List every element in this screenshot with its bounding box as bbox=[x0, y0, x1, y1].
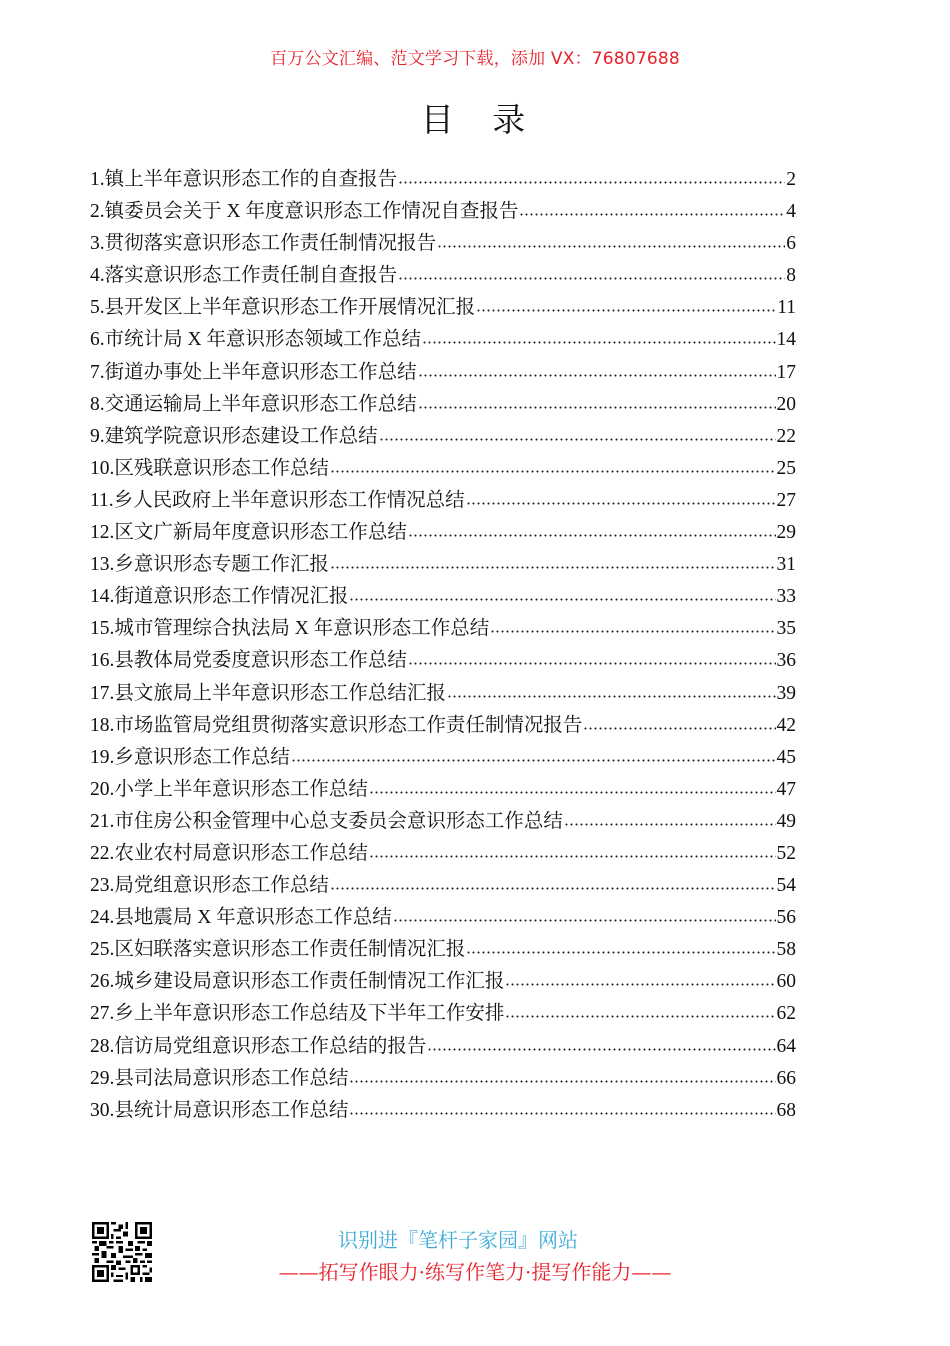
toc-entry-page[interactable]: 49 bbox=[776, 810, 796, 832]
toc-entry-page[interactable]: 60 bbox=[776, 971, 796, 993]
toc-entry-number: 5. bbox=[90, 297, 105, 319]
toc-dot-leader bbox=[291, 744, 776, 764]
toc-dot-leader bbox=[505, 1000, 775, 1020]
toc-entry-title[interactable]: 街道办事处上半年意识形态工作总结 bbox=[104, 361, 417, 383]
toc-entry[interactable] bbox=[90, 164, 796, 196]
toc-entry-page[interactable]: 29 bbox=[776, 522, 796, 544]
toc-entry-number: 26. bbox=[90, 971, 115, 993]
toc-entry[interactable] bbox=[90, 1063, 796, 1095]
toc-entry-number: 4. bbox=[90, 265, 105, 287]
toc-dot-leader bbox=[505, 968, 775, 988]
toc-entry-page[interactable]: 31 bbox=[776, 554, 796, 576]
toc-entry[interactable] bbox=[90, 613, 796, 645]
toc-entry-page[interactable]: 11 bbox=[777, 297, 796, 319]
toc-entry-page[interactable]: 39 bbox=[776, 682, 796, 704]
toc-entry[interactable] bbox=[90, 806, 796, 838]
toc-entry[interactable] bbox=[90, 517, 796, 549]
toc-entry-page[interactable]: 54 bbox=[776, 875, 796, 897]
toc-dot-leader bbox=[476, 294, 776, 314]
toc-entry-title[interactable]: 县统计局意识形态工作总结 bbox=[114, 1099, 349, 1121]
toc-entry-page[interactable]: 35 bbox=[776, 618, 796, 640]
toc-entry-page[interactable]: 56 bbox=[776, 907, 796, 929]
toc-dot-leader bbox=[393, 904, 776, 924]
toc-dot-leader bbox=[369, 840, 776, 860]
toc-entry-page[interactable]: 22 bbox=[776, 425, 796, 447]
toc-entry[interactable] bbox=[90, 934, 796, 966]
toc-dot-leader bbox=[349, 1065, 775, 1085]
toc-entry[interactable] bbox=[90, 196, 796, 228]
toc-entry-title[interactable]: 乡意识形态专题工作汇报 bbox=[114, 554, 329, 576]
toc-entry[interactable] bbox=[90, 228, 796, 260]
toc-entry-title[interactable]: 乡意识形态工作总结 bbox=[114, 746, 290, 768]
toc-entry-title[interactable]: 镇委员会关于 X 年度意识形态工作情况自查报告 bbox=[104, 201, 519, 223]
toc-entry-number: 28. bbox=[90, 1035, 115, 1057]
toc-entry-number: 21. bbox=[90, 810, 115, 832]
toc-dot-leader bbox=[330, 872, 776, 892]
toc-entry-number: 25. bbox=[90, 939, 115, 961]
toc-entry[interactable] bbox=[90, 966, 796, 998]
toc-entry-number: 12. bbox=[90, 522, 115, 544]
toc-entry-page[interactable]: 4 bbox=[786, 201, 796, 223]
toc-entry[interactable] bbox=[90, 678, 796, 710]
toc-entry-title[interactable]: 建筑学院意识形态建设工作总结 bbox=[104, 425, 378, 447]
toc-dot-leader bbox=[519, 198, 785, 218]
toc-dot-leader bbox=[349, 1097, 775, 1117]
toc-entry-number: 27. bbox=[90, 1003, 115, 1025]
toc-dot-leader bbox=[447, 680, 776, 700]
toc-entry-title[interactable]: 乡上半年意识形态工作总结及下半年工作安排 bbox=[114, 1003, 505, 1025]
toc-dot-leader bbox=[583, 712, 775, 732]
toc-entry-title[interactable]: 乡人民政府上半年意识形态工作情况总结 bbox=[113, 489, 465, 511]
toc-entry-page[interactable]: 42 bbox=[776, 714, 796, 736]
toc-entry-title[interactable]: 县司法局意识形态工作总结 bbox=[114, 1067, 349, 1089]
toc-entry[interactable] bbox=[90, 742, 796, 774]
toc-dot-leader bbox=[369, 776, 776, 796]
toc-entry[interactable] bbox=[90, 1095, 796, 1127]
toc-entry-page[interactable]: 68 bbox=[776, 1099, 796, 1121]
toc-entry-number: 9. bbox=[90, 425, 105, 447]
toc-entry-page[interactable]: 6 bbox=[786, 233, 796, 255]
toc-entry-title[interactable]: 市住房公积金管理中心总支委员会意识形态工作总结 bbox=[114, 810, 563, 832]
toc-dot-leader bbox=[418, 391, 776, 411]
toc-entry-title[interactable]: 县文旅局上半年意识形态工作总结汇报 bbox=[114, 682, 446, 704]
toc-entry-title[interactable]: 街道意识形态工作情况汇报 bbox=[114, 586, 349, 608]
toc-entry[interactable] bbox=[90, 485, 796, 517]
toc-entry-number: 13. bbox=[90, 554, 115, 576]
toc-entry-number: 7. bbox=[90, 361, 105, 383]
toc-dot-leader bbox=[564, 808, 776, 828]
toc-entry[interactable] bbox=[90, 292, 796, 324]
toc-entry[interactable] bbox=[90, 902, 796, 934]
toc-entry[interactable] bbox=[90, 870, 796, 902]
toc-entry-number: 8. bbox=[90, 393, 105, 415]
toc-entry-number: 30. bbox=[90, 1099, 115, 1121]
toc-entry-title[interactable]: 城乡建设局意识形态工作责任制情况工作汇报 bbox=[114, 971, 505, 993]
toc-entry[interactable] bbox=[90, 549, 796, 581]
toc-entry-number: 18. bbox=[90, 714, 115, 736]
toc-dot-leader bbox=[408, 647, 776, 667]
toc-entry-number: 24. bbox=[90, 907, 115, 929]
toc-entry-page[interactable]: 25 bbox=[776, 457, 796, 479]
toc-entry-number: 29. bbox=[90, 1067, 115, 1089]
toc-entry-title[interactable]: 局党组意识形态工作总结 bbox=[114, 875, 329, 897]
toc-entry-title[interactable]: 信访局党组意识形态工作总结的报告 bbox=[114, 1035, 427, 1057]
toc-entry-page[interactable]: 47 bbox=[776, 778, 796, 800]
toc-dot-leader bbox=[427, 1033, 775, 1053]
table-of-contents bbox=[90, 164, 796, 1127]
toc-entry-number: 19. bbox=[90, 746, 115, 768]
toc-dot-leader bbox=[466, 936, 775, 956]
toc-dot-leader bbox=[349, 583, 775, 603]
toc-entry-title[interactable]: 贯彻落实意识形态工作责任制情况报告 bbox=[104, 233, 437, 255]
toc-entry[interactable] bbox=[90, 260, 796, 292]
toc-entry-page[interactable]: 17 bbox=[776, 361, 796, 383]
toc-entry-number: 15. bbox=[90, 618, 115, 640]
toc-entry-title[interactable]: 落实意识形态工作责任制自查报告 bbox=[104, 265, 398, 287]
toc-entry[interactable] bbox=[90, 421, 796, 453]
toc-entry-page[interactable]: 2 bbox=[786, 169, 796, 190]
toc-entry[interactable] bbox=[90, 1031, 796, 1063]
toc-entry-number: 20. bbox=[90, 778, 115, 800]
toc-entry-page[interactable]: 45 bbox=[776, 746, 796, 768]
toc-entry-title[interactable]: 区文广新局年度意识形态工作总结 bbox=[114, 522, 407, 544]
toc-entry-title[interactable]: 交通运输局上半年意识形态工作总结 bbox=[104, 393, 417, 415]
toc-entry-page[interactable]: 64 bbox=[776, 1035, 796, 1057]
toc-entry-number: 22. bbox=[90, 842, 115, 864]
toc-entry-title[interactable]: 县开发区上半年意识形态工作开展情况汇报 bbox=[104, 297, 476, 319]
toc-entry[interactable] bbox=[90, 998, 796, 1030]
toc-entry-number: 14. bbox=[90, 586, 115, 608]
toc-entry-title[interactable]: 小学上半年意识形态工作总结 bbox=[114, 778, 368, 800]
toc-dot-leader bbox=[408, 519, 776, 539]
footer-slogan: ——拓写作眼力·练写作笔力·提写作能力—— bbox=[278, 1260, 672, 1284]
toc-entry-page[interactable]: 8 bbox=[786, 265, 796, 287]
footer-website-label: 识别进『笔杆子家园』网站 bbox=[338, 1228, 578, 1252]
toc-entry-number: 17. bbox=[90, 682, 115, 704]
toc-entry-title[interactable]: 市场监管局党组贯彻落实意识形态工作责任制情况报告 bbox=[114, 714, 583, 736]
toc-entry-title[interactable]: 区妇联落实意识形态工作责任制情况汇报 bbox=[114, 939, 466, 961]
toc-entry[interactable] bbox=[90, 357, 796, 389]
toc-entry-page[interactable]: 66 bbox=[776, 1067, 796, 1089]
toc-entry-number: 16. bbox=[90, 650, 115, 672]
toc-entry-number: 3. bbox=[90, 233, 105, 255]
toc-entry-number: 1. bbox=[90, 169, 105, 190]
toc-entry-page[interactable]: 36 bbox=[776, 650, 796, 672]
toc-entry[interactable] bbox=[90, 645, 796, 677]
toc-entry-title[interactable]: 区残联意识形态工作总结 bbox=[114, 457, 329, 479]
toc-entry[interactable] bbox=[90, 838, 796, 870]
toc-dot-leader bbox=[379, 423, 776, 443]
toc-entry[interactable] bbox=[90, 581, 796, 613]
toc-entry[interactable] bbox=[90, 389, 796, 421]
toc-dot-leader bbox=[437, 230, 785, 250]
toc-entry-page[interactable]: 33 bbox=[776, 586, 796, 608]
toc-entry-number: 2. bbox=[90, 201, 105, 223]
toc-dot-leader bbox=[466, 487, 776, 507]
toc-entry-title[interactable]: 县教体局党委度意识形态工作总结 bbox=[114, 650, 407, 672]
toc-entry-title[interactable]: 镇上半年意识形态工作的自查报告 bbox=[104, 169, 398, 190]
toc-entry-page[interactable]: 62 bbox=[776, 1003, 796, 1025]
toc-entry[interactable] bbox=[90, 774, 796, 806]
toc-entry-title[interactable]: 县地震局 X 年意识形态工作总结 bbox=[114, 907, 392, 929]
toc-dot-leader bbox=[418, 359, 776, 379]
toc-entry-title[interactable]: 市统计局 X 年意识形态领域工作总结 bbox=[104, 329, 421, 351]
toc-entry-number: 23. bbox=[90, 875, 115, 897]
toc-entry[interactable] bbox=[90, 710, 796, 742]
toc-dot-leader bbox=[490, 615, 775, 635]
page-title: 目 录 bbox=[420, 100, 540, 139]
toc-entry-number: 6. bbox=[90, 329, 105, 351]
toc-entry-title[interactable]: 城市管理综合执法局 X 年意识形态工作总结 bbox=[114, 618, 490, 640]
toc-entry-number: 11. bbox=[90, 489, 114, 511]
toc-entry-page[interactable]: 27 bbox=[776, 489, 796, 511]
toc-entry-page[interactable]: 52 bbox=[776, 842, 796, 864]
toc-entry[interactable] bbox=[90, 324, 796, 356]
toc-dot-leader bbox=[398, 262, 785, 282]
toc-entry-number: 10. bbox=[90, 457, 115, 479]
toc-entry-title[interactable]: 农业农村局意识形态工作总结 bbox=[114, 842, 368, 864]
toc-entry-page[interactable]: 14 bbox=[776, 329, 796, 351]
toc-dot-leader bbox=[330, 455, 776, 475]
toc-entry[interactable] bbox=[90, 453, 796, 485]
toc-dot-leader bbox=[422, 326, 776, 346]
toc-entry-page[interactable]: 20 bbox=[776, 393, 796, 415]
toc-entry-page[interactable]: 58 bbox=[776, 939, 796, 961]
toc-dot-leader bbox=[330, 551, 776, 571]
promo-banner: 百万公文汇编、范文学习下载，添加 VX：76807688 bbox=[270, 49, 680, 69]
toc-dot-leader bbox=[398, 166, 785, 186]
